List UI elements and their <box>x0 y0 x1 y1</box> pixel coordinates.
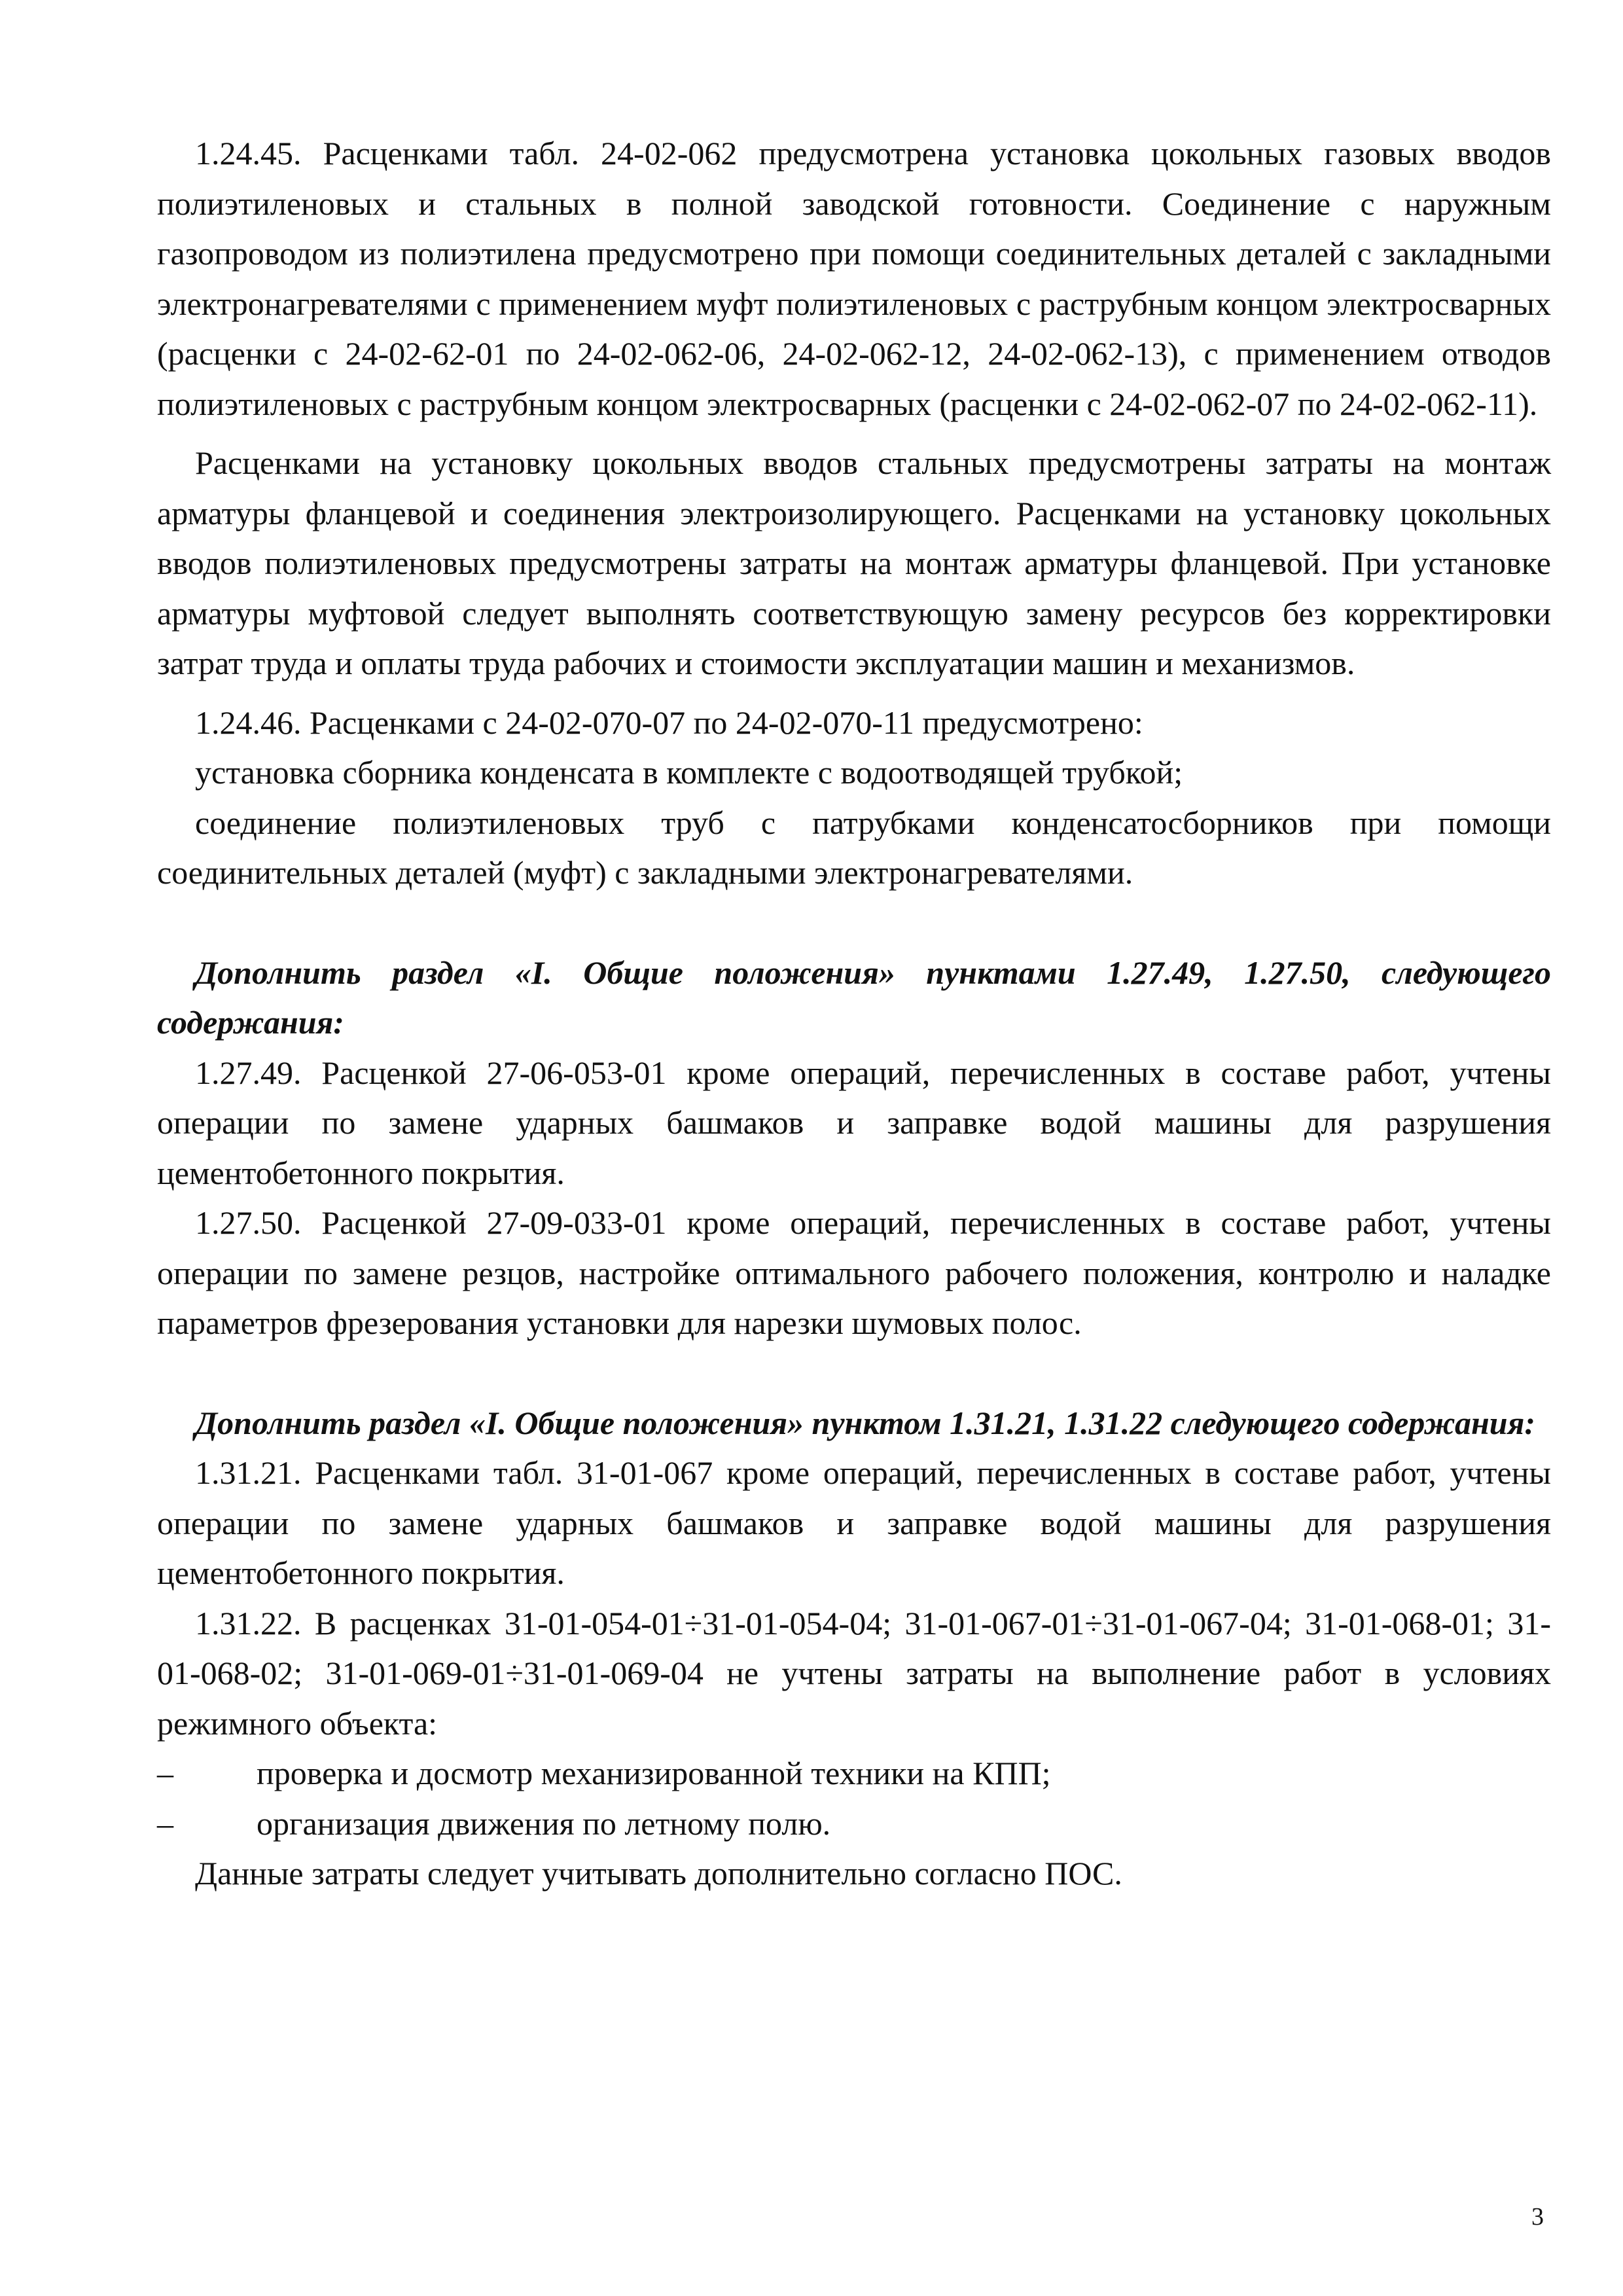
paragraph-1-24-46-item-2: соединение полиэтиленовых труб с патрубками конденсатосборников при помощи соединительных деталей (муфт) с закладными электронагревателями. <box>157 804 1551 891</box>
list-item <box>157 1748 1551 1799</box>
dash-bullet: – <box>157 1804 173 1842</box>
dash-bullet: – <box>157 1755 173 1791</box>
paragraph-1-31-21: 1.31.21. Расценками табл. 31-01-067 кроме операций, перечисленных в составе работ, учтены операции по замене ударных башмаков и заправке водой машины для разрушения цементобетонного покрытия. <box>157 1454 1551 1591</box>
paragraph-final: Данные затраты следует учитывать дополнительно согласно ПОС. <box>195 1855 1122 1892</box>
paragraph-1-27-50: 1.27.50. Расценкой 27-09-033-01 кроме операций, перечисленных в составе работ, учтены операции по замене резцов, настройке оптимального рабочего положения, контролю и наладке параметров фрезерования установки для нарезки шумовых полос. <box>157 1204 1551 1341</box>
paragraph-1-24-46-item-1: установка сборника конденсата в комплекте с водоотводящей трубкой; <box>195 754 1183 791</box>
page-number: 3 <box>1531 2203 1544 2231</box>
list-item <box>157 1799 1551 1849</box>
paragraph-1-27-49: 1.27.49. Расценкой 27-06-053-01 кроме операций, перечисленных в составе работ, учтены операции по замене ударных башмаков и заправке водой машины для разрушения цементобетонного покрытия. <box>157 1054 1551 1191</box>
paragraph-1-31-22: 1.31.22. В расценках 31-01-054-01÷31-01-054-04; 31-01-067-01÷31-01-067-04; 31-01-068-01; 31-01-068-02; 31-01-069-01÷31-01-069-04 не учтены затраты на выполнение работ в условиях режимного объекта: <box>157 1604 1551 1742</box>
section-heading-31: Дополнить раздел «I. Общие положения» пунктом 1.31.21, 1.31.22 следующего содержания: <box>195 1404 1535 1441</box>
paragraph-1-24-45: 1.24.45. Расценками табл. 24-02-062 предусмотрена установка цокольных газовых вводов полиэтиленовых и стальных в полной заводской готовности. Соединение с наружным газопроводом из полиэтилена предусмотрено при помощи соединительных деталей с закладными электронагревателями с применением муфт полиэтиленовых с раструбным концом электросварных (расценки с 24-02-62-01 по 24-02-062-06, 24-02-062-12, 24-02-062-13), с применением отводов полиэтиленовых с раструбным концом электросварных (расценки с 24-02-062-07 по 24-02-062-11). <box>157 135 1551 422</box>
paragraph-1-24-46: 1.24.46. Расценками с 24-02-070-07 по 24-02-070-11 предусмотрено: <box>195 704 1143 741</box>
document-page <box>157 128 1551 1899</box>
paragraph-1-24-45-continued: Расценками на установку цокольных вводов стальных предусмотрены затраты на монтаж арматуры фланцевой и соединения электроизолирующего. Расценками на установку цокольных вводов полиэтиленовых предусмотрены затраты на монтаж арматуры фланцевой. При установке арматуры муфтовой следует выполнять соответствующую замену ресурсов без корректировки затрат труда и оплаты труда рабочих и стоимости эксплуатации машин и механизмов. <box>157 444 1551 681</box>
list-item-text: проверка и досмотр механизированной техники на КПП; <box>257 1755 1051 1791</box>
section-heading-27: Дополнить раздел «I. Общие положения» пунктами 1.27.49, 1.27.50, следующего содержания: <box>157 954 1551 1041</box>
list-item-text: организация движения по летному полю. <box>257 1804 831 1842</box>
